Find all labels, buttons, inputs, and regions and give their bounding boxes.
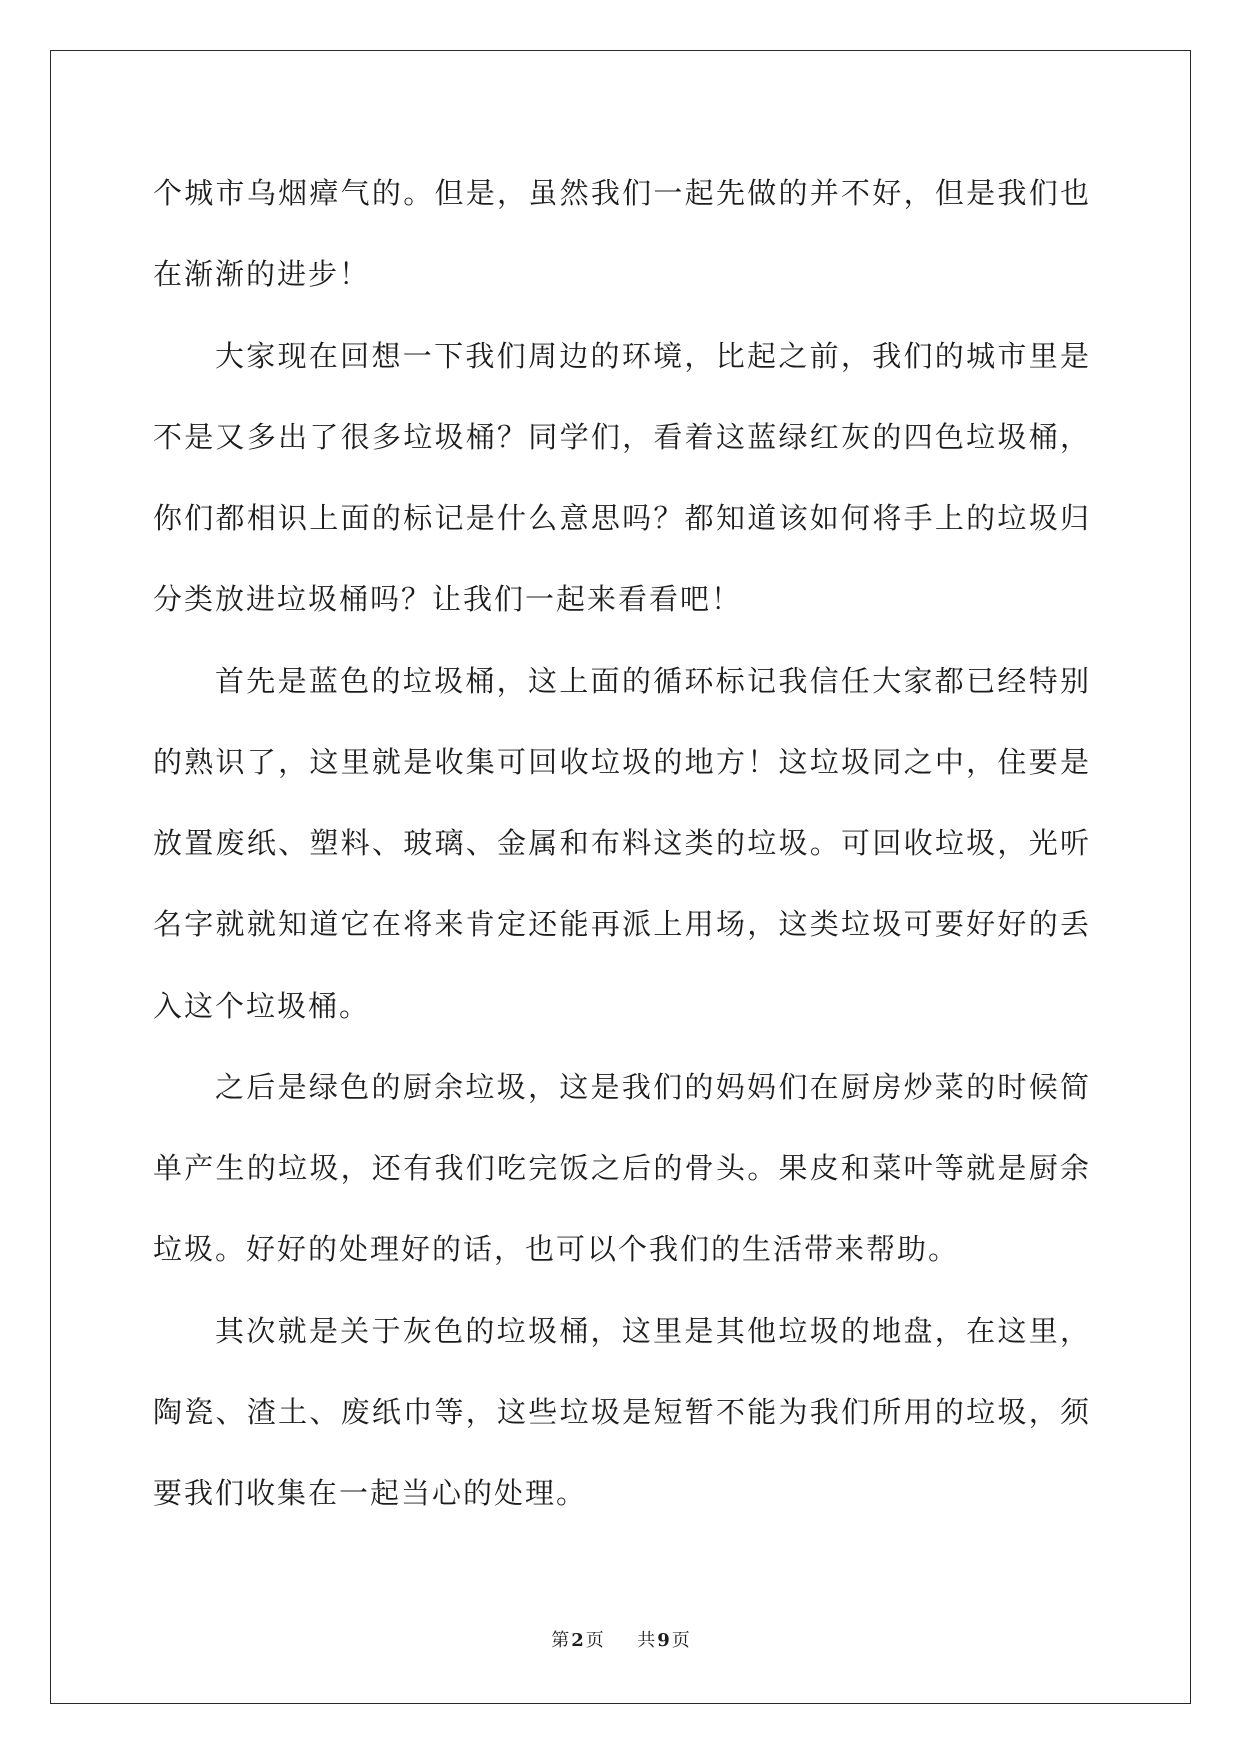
total-suffix: 页: [671, 1630, 690, 1651]
page-suffix: 页: [585, 1630, 604, 1651]
text-line: 放置废纸、塑料、玻璃、金属和布料这类的垃圾。可回收垃圾，光听: [153, 826, 1089, 860]
text-line: 陶瓷、渣土、废纸巾等，这些垃圾是短暂不能为我们所用的垃圾，须: [153, 1395, 1089, 1429]
total-pages-indicator: [637, 1630, 690, 1651]
page-footer: [0, 1627, 1241, 1655]
text-line: 分类放进垃圾桶吗？让我们一起来看看吧！: [153, 582, 743, 616]
text-line: 要我们收集在一起当心的处理。: [153, 1476, 588, 1510]
text-line: 大家现在回想一下我们周边的环境，比起之前，我们的城市里是: [215, 339, 1089, 373]
page-number: 2: [571, 1630, 584, 1651]
text-line: 的熟识了，这里就是收集可回收垃圾的地方！这垃圾同之中，住要是: [153, 745, 1089, 779]
text-line: 个城市乌烟瘴气的。但是，虽然我们一起先做的并不好，但是我们也: [153, 176, 1089, 210]
text-line: 名字就就知道它在将来肯定还能再派上用场，这类垃圾可要好好的丢: [153, 907, 1089, 941]
total-prefix: 共: [637, 1630, 656, 1651]
text-line: 不是又多出了很多垃圾桶？同学们，看着这蓝绿红灰的四色垃圾桶，: [153, 420, 1089, 454]
text-line: 在渐渐的进步！: [153, 257, 371, 291]
total-pages: 9: [657, 1630, 670, 1651]
page-indicator: [551, 1630, 609, 1651]
text-line: 垃圾。好好的处理好的话，也可以个我们的生活带来帮助。: [153, 1232, 960, 1266]
text-line: 入这个垃圾桶。: [153, 989, 371, 1023]
text-line: 单产生的垃圾，还有我们吃完饭之后的骨头。果皮和菜叶等就是厨余: [153, 1151, 1089, 1185]
text-line: 你们都相识上面的标记是什么意思吗？都知道该如何将手上的垃圾归: [153, 501, 1089, 535]
text-line: 之后是绿色的厨余垃圾，这是我们的妈妈们在厨房炒菜的时候简: [215, 1070, 1089, 1104]
page-border: [50, 50, 1191, 1704]
text-line: 首先是蓝色的垃圾桶，这上面的循环标记我信任大家都已经特别: [215, 664, 1089, 698]
page-prefix: 第: [551, 1630, 570, 1651]
text-line: 其次就是关于灰色的垃圾桶，这里是其他垃圾的地盘，在这里，: [215, 1314, 1089, 1348]
